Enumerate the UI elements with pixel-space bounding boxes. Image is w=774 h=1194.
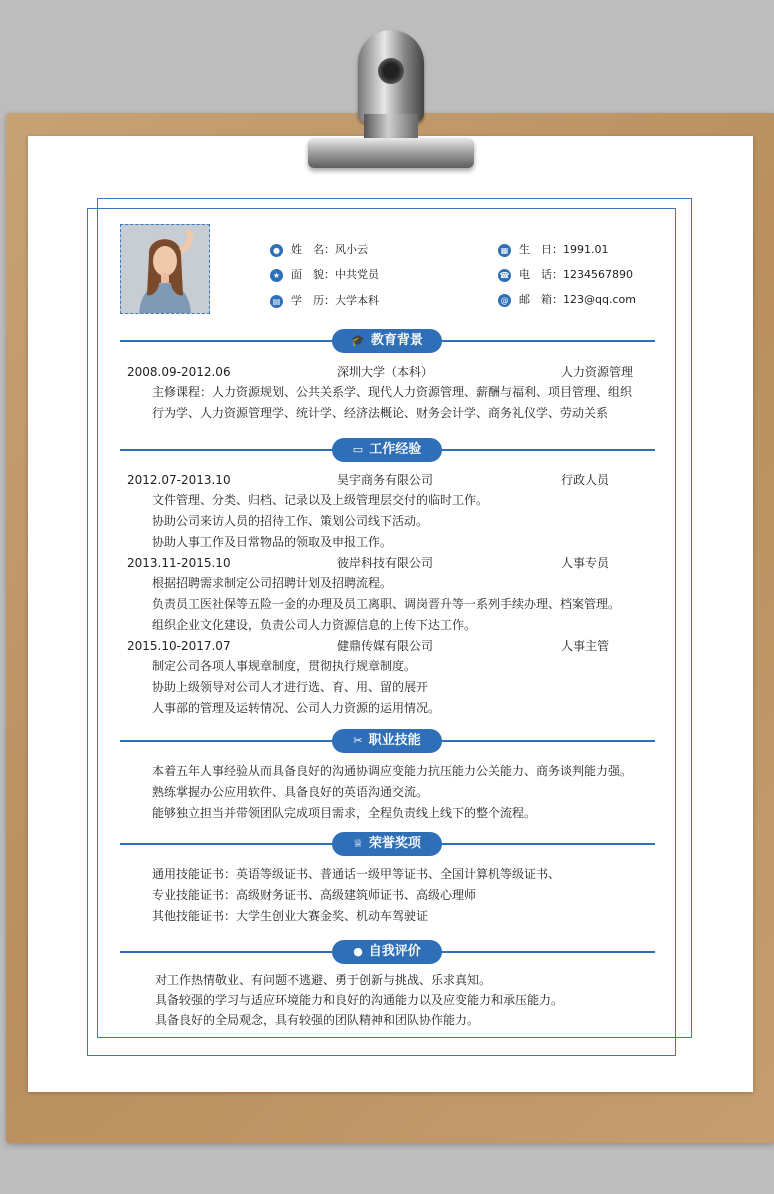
education-line: 行为学、人力资源管理学、统计学、经济法概论、财务会计学、商务礼仪学、劳动关系 [152, 406, 609, 420]
honor-line: 通用技能证书：英语等级证书、普通话一级甲等证书、全国计算机等级证书、 [152, 867, 561, 881]
education-line: 主修课程：人力资源规划、公共关系学、现代人力资源管理、薪酬与福利、项目管理、组织 [152, 385, 633, 399]
star-icon: ★ [270, 269, 283, 282]
tools-icon: ✂ [353, 734, 363, 747]
binder-clip [300, 28, 480, 176]
section-honors-title: 荣誉奖项 [368, 836, 421, 851]
info-education-value: 大学本科 [335, 294, 379, 307]
work-line: 人事部的管理及运转情况、公司人力资源的运用情况。 [152, 701, 441, 715]
skill-line: 本着五年人事经验从而具备良好的沟通协调应变能力抗压能力公关能力、商务谈判能力强。 [152, 764, 633, 778]
education-period: 2008.09-2012.06 [127, 365, 231, 379]
work-line: 根据招聘需求制定公司招聘计划及招聘流程。 [152, 576, 393, 590]
graduation-cap-icon: 🎓 [351, 334, 365, 347]
work-company: 彼岸科技有限公司 [337, 556, 434, 570]
self-line: 对工作热情敬业、有问题不逃避、勇于创新与挑战、乐求真知。 [155, 973, 492, 987]
honor-line: 专业技能证书：高级财务证书、高级建筑师证书、高级心理师 [152, 888, 477, 902]
binder-clip-hole [378, 58, 404, 84]
info-politics-value: 中共党员 [335, 268, 379, 281]
info-education-label: 学 历： [291, 294, 335, 307]
self-line: 具备较强的学习与适应环境能力和良好的沟通能力以及应变能力和承压能力。 [155, 993, 564, 1007]
work-company: 昊宇商务有限公司 [337, 473, 434, 487]
info-phone-value: 1234567890 [563, 268, 633, 281]
work-period: 2013.11-2015.10 [127, 556, 231, 570]
binder-clip-base [308, 138, 474, 168]
section-work-header [120, 438, 655, 462]
honor-line: 其他技能证书：大学生创业大赛金奖、机动车驾驶证 [152, 909, 429, 923]
education-school: 深圳大学（本科） [337, 365, 434, 379]
info-name [270, 241, 368, 257]
education-major: 人力资源管理 [561, 365, 634, 379]
portrait-illustration [121, 225, 209, 313]
work-line: 制定公司各项人事规章制度，贯彻执行规章制度。 [152, 659, 417, 673]
info-name-value: 风小云 [335, 243, 368, 256]
info-birth [498, 241, 609, 257]
work-role: 人事主管 [561, 639, 610, 653]
section-pill [332, 832, 442, 856]
info-politics-label: 面 貌： [291, 268, 335, 281]
calendar-icon: ▦ [498, 244, 511, 257]
section-pill [332, 438, 442, 462]
section-self-header [120, 940, 655, 964]
section-skills-header [120, 729, 655, 753]
skill-line: 能够独立担当并带领团队完成项目需求，全程负责线上线下的整个流程。 [152, 806, 537, 820]
monitor-icon: ▭ [352, 443, 364, 456]
info-name-label: 姓 名： [291, 243, 335, 256]
work-line: 文件管理、分类、归档、记录以及上级管理层交付的临时工作。 [152, 493, 489, 507]
info-email-value: 123@qq.com [563, 293, 636, 306]
info-phone-label: 电 话： [519, 268, 563, 281]
user-icon: ● [270, 244, 283, 257]
work-company: 健鼎传媒有限公司 [337, 639, 434, 653]
section-education-title: 教育背景 [370, 333, 423, 348]
section-pill [332, 940, 442, 964]
work-line: 负责员工医社保等五险一金的办理及员工离职、调岗晋升等一系列手续办理、档案管理。 [152, 597, 621, 611]
book-icon: ▤ [270, 295, 283, 308]
work-period: 2015.10-2017.07 [127, 639, 231, 653]
info-email [498, 291, 636, 307]
info-birth-value: 1991.01 [563, 243, 609, 256]
work-period: 2012.07-2013.10 [127, 473, 231, 487]
work-line: 协助上级领导对公司人才进行选、育、用、留的展开 [152, 680, 429, 694]
work-line: 组织企业文化建设，负责公司人力资源信息的上传下达工作。 [152, 618, 477, 632]
info-birth-label: 生 日： [519, 243, 563, 256]
info-phone [498, 266, 633, 282]
section-pill [332, 329, 442, 353]
section-self-title: 自我评价 [368, 944, 421, 959]
work-role: 人事专员 [561, 556, 610, 570]
at-icon: @ [498, 294, 511, 307]
work-line: 协助人事工作及日常物品的领取及申报工作。 [152, 535, 393, 549]
self-line: 具备良好的全局观念，具有较强的团队精神和团队协作能力。 [155, 1013, 480, 1027]
skill-line: 熟练掌握办公应用软件、具备良好的英语沟通交流。 [152, 785, 429, 799]
section-skills-title: 职业技能 [368, 733, 421, 748]
section-work-title: 工作经验 [369, 442, 422, 457]
apple-icon: ● [353, 945, 363, 958]
avatar [120, 224, 210, 314]
info-politics [270, 266, 379, 282]
work-line: 协助公司来访人员的招待工作、策划公司线下活动。 [152, 514, 429, 528]
section-pill [332, 729, 442, 753]
work-role: 行政人员 [561, 473, 610, 487]
info-education [270, 292, 379, 308]
section-education-header [120, 329, 655, 353]
trophy-icon: ♕ [353, 837, 363, 850]
info-email-label: 邮 箱： [519, 293, 563, 306]
section-honors-header [120, 832, 655, 856]
phone-icon: ☎ [499, 270, 510, 280]
